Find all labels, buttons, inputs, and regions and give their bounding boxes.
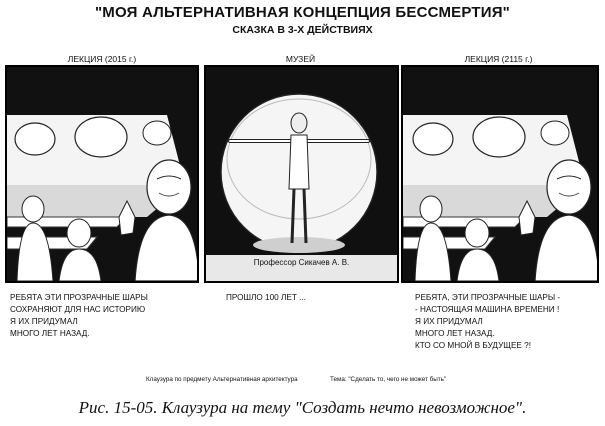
lecture-2115-illustration xyxy=(403,67,597,281)
caption-right-line-3: Я ИХ ПРИДУМАЛ xyxy=(415,317,483,326)
caption-left-line-4: МНОГО ЛЕТ НАЗАД. xyxy=(10,329,90,338)
caption-right-line-5: КТО СО МНОЙ В БУДУЩЕЕ ?! xyxy=(415,341,531,350)
caption-left xyxy=(10,292,148,340)
caption-right xyxy=(415,292,560,352)
caption-right-line-1: РЕБЯТА, ЭТИ ПРОЗРАЧНЫЕ ШАРЫ - xyxy=(415,293,561,302)
page-subtitle: СКАЗКА В 3-Х ДЕЙСТВИЯХ xyxy=(232,24,373,36)
panel-label-museum: МУЗЕЙ xyxy=(285,54,316,64)
figure-caption: Рис. 15-05. Клаузура на тему "Создать нечто невозможное". xyxy=(78,398,527,417)
panel-lecture-2115 xyxy=(401,65,599,283)
caption-left-line-3: Я ИХ ПРИДУМАЛ xyxy=(10,317,78,326)
caption-right-line-4: МНОГО ЛЕТ НАЗАД. xyxy=(415,329,495,338)
footer-course-note: Клаузура по предмету Альтернативная архитектура xyxy=(146,376,298,383)
caption-middle-line-1: ПРОШЛО 100 ЛЕТ ... xyxy=(226,293,306,302)
panel-label-lecture-2115: ЛЕКЦИЯ (2115 г.) xyxy=(464,54,533,64)
caption-right-line-2: - НАСТОЯЩАЯ МАШИНА ВРЕМЕНИ ! xyxy=(415,305,560,314)
caption-left-line-2: СОХРАНЯЮТ ДЛЯ НАС ИСТОРИЮ xyxy=(10,305,146,314)
panel-lecture-2015 xyxy=(5,65,199,283)
caption-left-line-1: РЕБЯТА ЭТИ ПРОЗРАЧНЫЕ ШАРЫ xyxy=(10,293,148,302)
museum-inner-caption: Профессор Сикачев А. В. xyxy=(253,258,350,267)
panel-label-lecture-2015: ЛЕКЦИЯ (2015 г.) xyxy=(67,54,137,64)
museum-illustration xyxy=(206,67,397,281)
panel-museum xyxy=(204,65,399,283)
caption-middle xyxy=(226,292,306,304)
lecture-2015-illustration xyxy=(7,67,197,281)
footer-theme-note: Тема: "Сделать то, чего не может быть" xyxy=(330,376,447,383)
page-title: "МОЯ АЛЬТЕРНАТИВНАЯ КОНЦЕПЦИЯ БЕССМЕРТИЯ" xyxy=(95,4,510,21)
